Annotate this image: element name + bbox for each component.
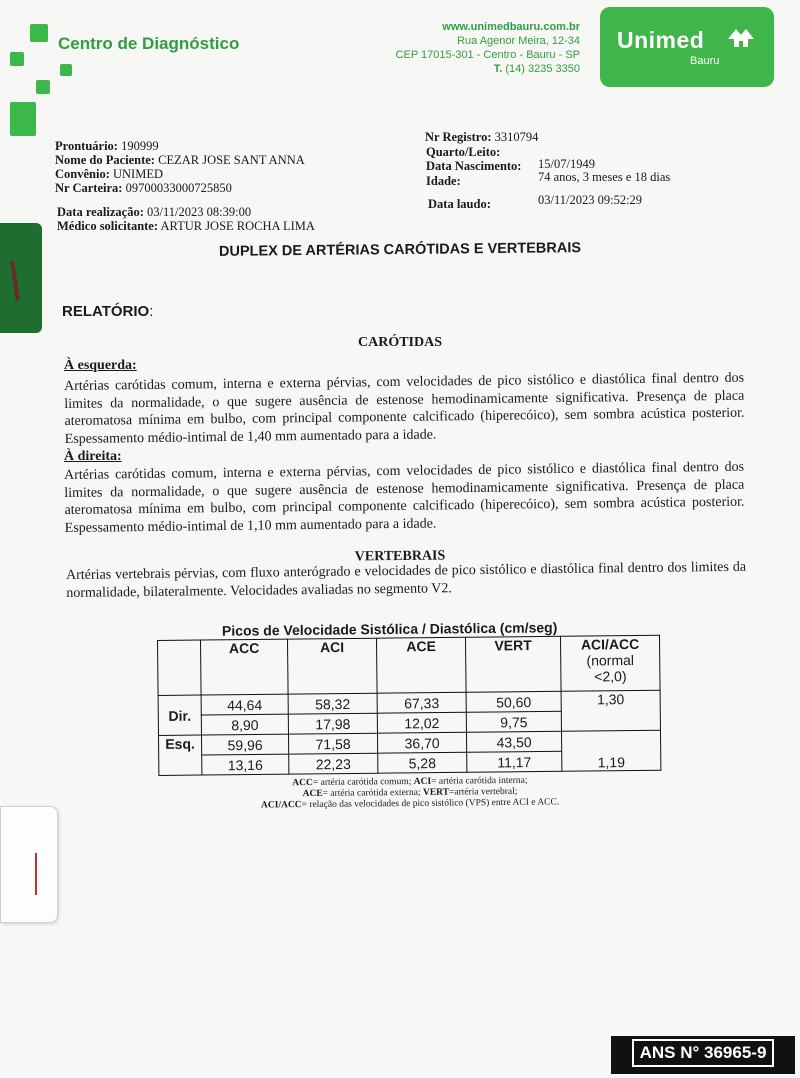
cell: 13,16 (202, 754, 289, 775)
medico-row (57, 219, 315, 233)
cell: 50,60 (466, 691, 561, 712)
esquerda-heading: À esquerda: (64, 358, 137, 373)
velocity-table (157, 635, 661, 776)
logo-square-5 (10, 102, 36, 136)
patient-name-value: CEZAR JOSE SANT ANNA (158, 153, 305, 167)
phone-prefix: T. (493, 63, 503, 75)
vertebrais-heading: VERTEBRAIS (354, 548, 446, 565)
medico-value: ARTUR JOSE ROCHA LIMA (160, 219, 315, 233)
registro-row (425, 130, 538, 144)
tab-mark (35, 853, 37, 895)
cell: 71,58 (288, 733, 377, 754)
cell: 17,98 (288, 713, 377, 734)
esquerda-paragraph: Artérias carótidas comum, interna e externa pérvias, com velocidades de pico sistólico e diastólica final dentro dos limites da normalidade, o que sugere ausência de estenose hemodinamicamente significativa. Presença de placa ateromatosa mínima em bulbo, com principal componente calcificado (hiperecóico), sem sombra acústica posterior. Espessamento médio-intimal de 1,40 mm aumentado para a idade. (64, 370, 745, 447)
cell: 36,70 (377, 732, 466, 753)
logo-square-1 (30, 24, 48, 42)
cell: 9,75 (466, 711, 561, 732)
address-line-2: CEP 17015-301 - Centro - Bauru - SP (395, 49, 580, 61)
contact-block (396, 20, 580, 76)
relatorio-label: RELATÓRIO (62, 303, 150, 320)
quarto-row (426, 145, 500, 159)
patient-name-label: Nome do Paciente: (55, 153, 155, 167)
report-title: DUPLEX DE ARTÉRIAS CARÓTIDAS E VERTEBRAIS (218, 240, 582, 260)
prontuario-label: Prontuário: (55, 139, 118, 153)
nascimento-label: Data Nascimento: (426, 159, 522, 173)
idade-value: 74 anos, 3 meses e 18 dias (538, 170, 671, 184)
header-ace: ACE (376, 637, 466, 693)
ratio-header-line2: (normal (586, 652, 635, 669)
tree-icon (724, 25, 758, 55)
side-dir: Dir. (158, 695, 201, 735)
binder-tab-green (0, 223, 42, 333)
cell: 59,96 (201, 734, 288, 755)
cell: 22,23 (289, 753, 378, 774)
address-line-1: Rua Agenor Meira, 12-34 (457, 35, 580, 47)
cell: 58,32 (288, 693, 377, 714)
convenio-row (55, 167, 163, 181)
medico-label: Médico solicitante: (57, 219, 159, 233)
convenio-value: UNIMED (113, 167, 163, 181)
carteira-row (55, 181, 232, 195)
relatorio-colon: : (149, 303, 154, 320)
vertebrais-paragraph: Artérias vertebrais pérvias, com fluxo anterógrado e velocidades de pico sistólico e diastólica final dentro dos limites da normalidade, bilateralmente. Velocidades avaliadas no segmento V2. (66, 559, 747, 601)
patient-name-row (55, 153, 305, 167)
carteira-label: Nr Carteira: (55, 181, 123, 195)
tab-mark (10, 261, 20, 301)
carteira-value: 09700033000725850 (125, 181, 232, 195)
header-empty (158, 640, 202, 695)
header-aci: ACI (287, 638, 377, 694)
laudo-label: Data laudo: (428, 197, 491, 211)
cell: 67,33 (377, 692, 466, 713)
logo-name: Unimed (617, 27, 705, 53)
website: www.unimedbauru.com.br (442, 21, 580, 33)
legend-vert: VERT (422, 787, 450, 798)
legend-aci: ACI (413, 776, 432, 787)
carotidas-heading: CARÓTIDAS (357, 335, 442, 350)
logo-city: Bauru (690, 55, 720, 67)
unimed-logo (600, 7, 774, 87)
prontuario-value: 190999 (121, 139, 159, 153)
quarto-label: Quarto/Leito: (426, 145, 501, 159)
idade-label: Idade: (426, 174, 461, 188)
ratio-header-line1: ACI/ACC (580, 635, 640, 653)
data-realizacao-value: 03/11/2023 08:39:00 (147, 205, 252, 219)
phone: (14) 3235 3350 (505, 63, 580, 75)
binder-tab-white (0, 806, 58, 923)
relatorio-heading (62, 303, 153, 320)
logo-square-2 (10, 52, 24, 66)
phone-line (396, 62, 580, 76)
legend-acc: ACC (292, 778, 313, 789)
data-realizacao-label: Data realização: (57, 205, 144, 219)
legend-ratio: ACI/ACC (260, 800, 302, 811)
cell: 43,50 (466, 731, 561, 752)
legend-ace: ACE (302, 788, 323, 800)
ans-badge (611, 1036, 795, 1074)
table-header-row (158, 635, 661, 695)
legend-ace-desc: = artéria carótida externa; (322, 787, 423, 799)
cell: 44,64 (201, 694, 288, 715)
legend-aci-desc: = artéria carótida interna; (431, 775, 528, 787)
registro-value: 3310794 (494, 130, 539, 144)
direita-heading: À direita: (64, 449, 122, 464)
legend-acc-desc: = artéria carótida comum; (312, 776, 414, 789)
legend-ratio-desc: = relação das velocidades de pico sistólico (VPS) entre ACI e ACC. (301, 797, 560, 811)
side-esq: Esq. (159, 735, 202, 775)
laudo-value: 03/11/2023 09:52:29 (538, 193, 643, 207)
cell: 12,02 (377, 712, 466, 733)
ratio-dir: 1,30 (561, 690, 660, 731)
table-row (158, 690, 660, 715)
direita-paragraph: Artérias carótidas comum, interna e externa pérvias, com velocidades de pico sistólico e diastólica final dentro dos limites da normalidade, o que sugere ausência de estenose hemodinamicamente significativa. Presença de placa ateromatosa mínima em bulbo, com principal componente calcificado (hiperecóico), sem sombra acústica posterior. Espessamento médio-intimal de 1,10 mm aumentado para a idade. (64, 459, 745, 536)
ans-text: ANS N° 36965-9 (632, 1039, 775, 1067)
data-realizacao-row (57, 205, 251, 219)
header-vert: VERT (465, 636, 561, 692)
registro-label: Nr Registro: (425, 130, 492, 144)
brand-name: Centro de Diagnóstico (58, 34, 240, 53)
convenio-label: Convênio: (55, 167, 110, 181)
table-legend (190, 775, 630, 813)
table-row (159, 730, 661, 755)
cell: 11,17 (467, 751, 562, 772)
prontuario-row (55, 139, 159, 153)
nascimento-value: 15/07/1949 (538, 157, 595, 171)
cell: 8,90 (201, 714, 288, 735)
legend-vert-desc: =artéria vertebral; (448, 786, 518, 798)
logo-square-4 (36, 80, 50, 94)
table-title: Picos de Velocidade Sistólica / Diastólica (cm/seg) (221, 619, 558, 639)
header-acc: ACC (201, 639, 289, 695)
logo-square-3 (60, 64, 72, 76)
ratio-esq: 1,19 (561, 730, 660, 771)
ratio-header-line3: <2,0) (594, 668, 627, 685)
cell: 5,28 (378, 752, 467, 773)
header-ratio (560, 635, 660, 691)
